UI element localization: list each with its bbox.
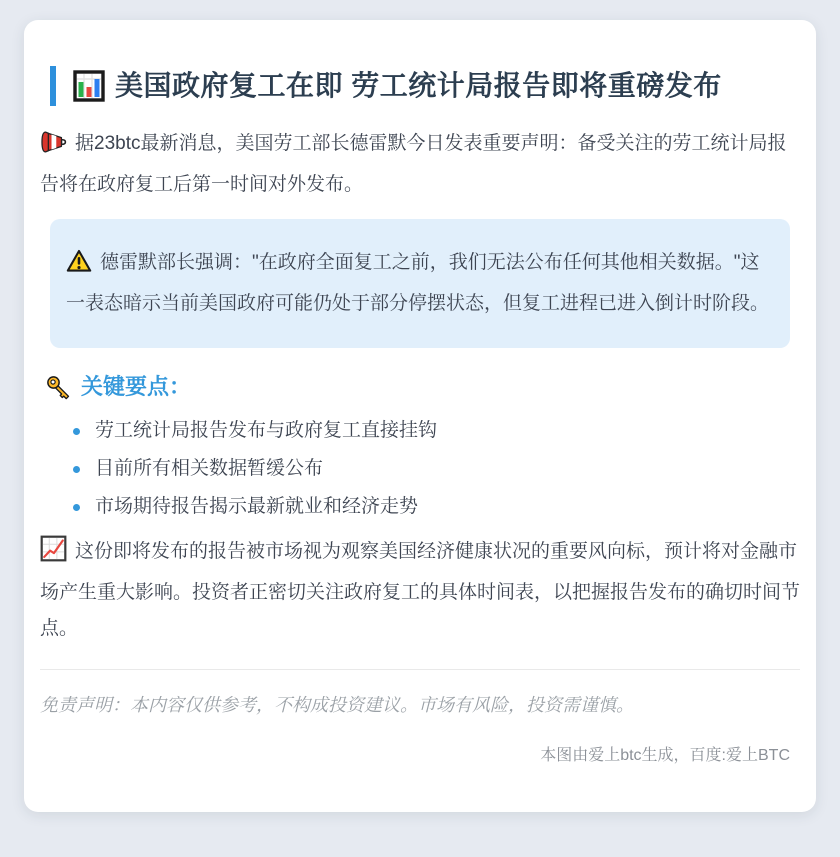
list-item: 目前所有相关数据暂缓公布 bbox=[73, 454, 800, 484]
analysis-text: 这份即将发布的报告被市场视为观察美国经济健康状况的重要风向标，预计将对金融市场产生重大影响。投资者正密切关注政府复工的具体时间表，以把握报告发布的确切时间节点。 bbox=[40, 541, 801, 639]
warning-icon bbox=[66, 249, 92, 286]
megaphone-icon bbox=[40, 130, 67, 167]
credit-text: 本图由爱上btc生成，百度:爱上BTC bbox=[540, 747, 790, 764]
news-card bbox=[24, 20, 816, 812]
page-title-text: 美国政府复工在即 劳工统计局报告即将重磅发布 bbox=[115, 70, 722, 101]
list-item: 劳工统计局报告发布与政府复工直接挂钩 bbox=[73, 416, 800, 446]
key-points-heading-text: 关键要点： bbox=[81, 374, 192, 399]
highlight-box bbox=[50, 219, 790, 348]
key-points-heading bbox=[46, 372, 800, 402]
intro-paragraph bbox=[40, 126, 800, 203]
disclaimer-text: 免责声明：本内容仅供参考，不构成投资建议。市场有风险，投资需谨慎。 bbox=[40, 695, 634, 715]
page-title bbox=[50, 66, 790, 106]
intro-text: 据23btc最新消息，美国劳工部长德雷默今日发表重要声明：备受关注的劳工统计局报告将在政府复工后第一时间对外发布。 bbox=[40, 133, 787, 195]
divider bbox=[40, 669, 800, 670]
bar-chart-icon bbox=[73, 70, 105, 102]
key-points-list bbox=[73, 416, 800, 522]
chart-increasing-icon bbox=[40, 535, 67, 575]
analysis-paragraph bbox=[40, 534, 800, 647]
key-icon bbox=[46, 375, 71, 400]
list-item: 市场期待报告揭示最新就业和经济走势 bbox=[73, 492, 800, 522]
highlight-text: 德雷默部长强调："在政府全面复工之前，我们无法公布任何其他相关数据。"这一表态暗示当前美国政府可能仍处于部分停摆状态，但复工进程已进入倒计时阶段。 bbox=[66, 252, 770, 314]
